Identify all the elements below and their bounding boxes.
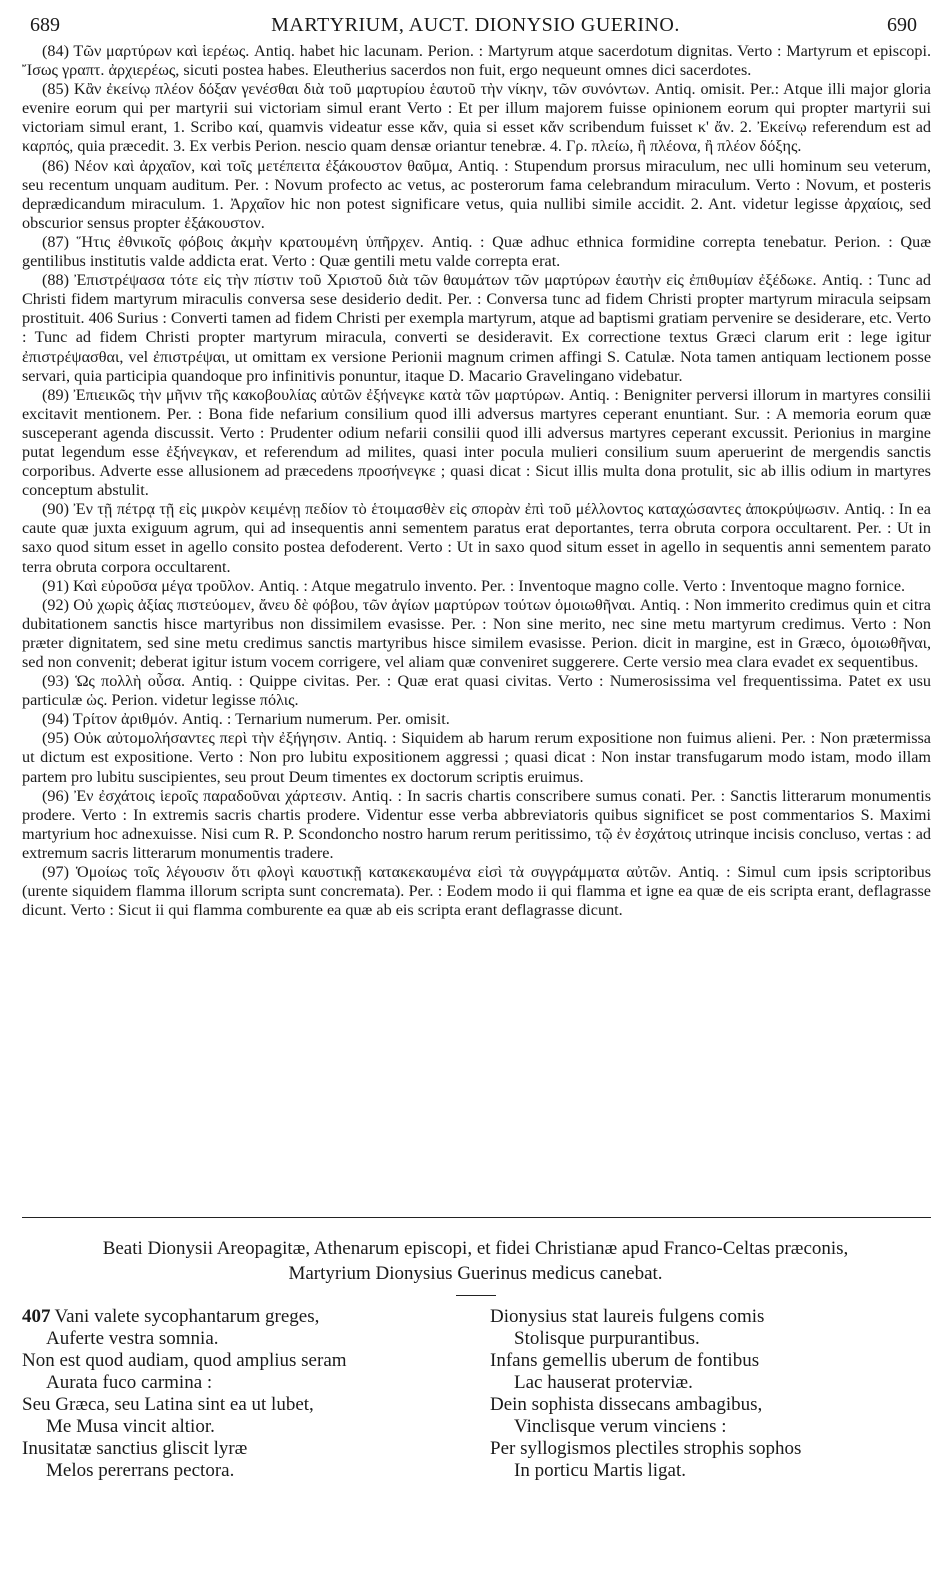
poem-line: Stolisque purpurantibus. [514,1328,700,1349]
poem-column-left [22,1306,462,1482]
poem-line: Infans gemellis uberum de fontibus [490,1350,760,1371]
note-95: (95) Οὐκ αὐτομολήσαντες περὶ τὴν ἐξήγησιν. Antiq. : Siquidem ab harum rerum expositione non fuimus alieni. Per. : Non prætermissa ut dictum est expositione. Verto : Non pro lubitu expositionem aggressi ; quasi dicat : Non instar transfugarum modo istam, modo illam partem pro lubitu suscipientes, seu prout Deum timentes ex doctorum scriptis eruimus. [22,729,931,786]
poem-line: Inusitatæ sanctius gliscit lyræ [22,1438,248,1459]
poem-line: Non est quod audiam, quod amplius seram [22,1350,347,1371]
poem-title: Beati Dionysii Areopagitæ, Athenarum episcopi, et fidei Christianæ apud Franco-Celtas præconis, Martyrium Dionysius Guerinus medicus canebat. [102,1238,849,1284]
poem-line: Melos pererrans pectora. [46,1460,235,1481]
short-rule [456,1295,496,1296]
page-number-right: 690 [887,14,917,36]
note-90: (90) Ἐν τῇ πέτρᾳ τῇ εἰς μικρὸν κειμένῃ πεδίον τὸ ἑτοιμασθὲν εἰς σπορὰν ἐπὶ τοῦ μέλλοντος καταχώσαντες ἀποκρύψωσιν. Antiq. : In ea caute quæ juxta exiguum agrum, qui ad insequentis anni sementem paratus erat deportantes, terra obruta corpora occultarent. Per. : Ut in saxo quod situm esset in agello consito postea defoderent. Verto : Ut in saxo quod situm esset in agello in sequentis anni sementem parato terra obruta corpora occultarent. [22,500,931,576]
note-93: (93) Ὡς πολλὴ οὖσα. Antiq. : Quippe civitas. Per. : Quæ erat quasi civitas. Verto : Numerosissima vel frequentissima. Patet ex usu particulæ ὡς. Perion. videtur legisse πόλις. [22,672,931,710]
page-number-left: 689 [30,14,60,36]
note-96: (96) Ἐν ἐσχάτοις ἱεροῖς παραδοῦναι χάρτεσιν. Antiq. : In sacris chartis conscribere sumus conati. Per. : Sanctis litterarum monumentis prodere. Verto : In extremis sacris chartis prodere. Videntur esse verba abbreviatoris quibus significet se post commentarios S. Maximi martyrium hoc adnexuisse. Nisi cum R. P. Scondoncho nostro harum rerum peritissimo, τῷ ἐν ἐσχάτοις utrinque incisis concluso, vertas : ad extremum sacris litterarum monumentis tradere. [22,786,931,862]
poem-line: Dionysius stat laureis fulgens comis [490,1306,765,1327]
poem-line: Me Musa vincit altior. [46,1416,215,1437]
note-87: (87) Ἥτις ἐθνικοῖς φόβοις ἀκμὴν κρατουμένη ὑπῆρχεν. Antiq. : Quæ adhuc ethnica formidine correpta tenebatur. Perion. : Quæ gentilibus institutis valde addicta erat. Verto : Quæ gentili metu valde correpta erat. [22,232,931,271]
poem-line: Vinclisque verum vinciens : [514,1416,727,1437]
poem-line: Dein sophista dissecans ambagibus, [490,1394,763,1415]
note-94: (94) Τρίτον ἀριθμόν. Antiq. : Ternarium numerum. Per. omisit. [42,710,450,729]
footnotes [22,42,931,920]
poem-line: Aurata fuco carmina : [46,1372,213,1393]
poem-line: Auferte vestra somnia. [46,1328,219,1349]
poem-line: Per syllogismos plectiles strophis sophos [490,1438,802,1459]
note-97: (97) Ὁμοίως τοῖς λέγουσιν ὅτι φλογὶ καυστικῇ κατακεκαυμένα εἰσὶ τὰ συγγράμματα αὐτῶν. Antiq. : Simul cum ipsis scriptoribus (urente siquidem flamma illorum scripta sunt concremata). Per. : Eodem modo ii qui flamma et igne ea quæ de eis scripta erant, deflagrasse dicunt. Verto : Sicut ii qui flamma comburente ea quæ ab eis scripta erant deflagrasse dicunt. [22,863,931,920]
column-marker: 407 [22,1306,51,1327]
note-91: (91) Καὶ εὑροῦσα μέγα τροῦλον. Antiq. : Atque megatrulo invento. Per. : Inventoque magno colle. Verto : Inventoque magno fornice. [42,576,906,595]
poem-line: Seu Græca, seu Latina sint ea ut lubet, [22,1394,314,1415]
poem-line: Lac hauserat proterviæ. [514,1372,693,1393]
note-86: (86) Νέον καὶ ἀρχαῖον, καὶ τοῖς μετέπειτα ἐξάκουστον θαῦμα, Antiq. : Stupendum prorsus miraculum, nec ulli hominum seu veterum, seu recentum unquam auditum. Per. : Novum profecto ac vetus, ac posterorum fama celebrandum miraculum. Verto : Novum, et posteris deprædicandum miraculum. 1. Ἀρχαῖον hic non potest significare vetus, quia nullibi simile accidit. 2. Ant. videtur legisse ἀρχαίοις, sed obscurior sensus propter ἐξάκουστον. [22,156,931,232]
note-84: (84) Τῶν μαρτύρων καὶ ἱερέως. Antiq. habet hic lacunam. Perion. : Martyrum atque sacerdotum dignitas. Verto : Martyrum et episcopi. Ἴσως γραπτ. ἀρχιερέως, sicuti postea habes. Eleutherius sacerdos non fuit, ergo nequeunt omnes dici sacerdotes. [22,42,931,80]
note-92: (92) Οὐ χωρὶς ἀξίας πιστεύομεν, ἄνευ δὲ φόβου, τῶν ἁγίων μαρτύρων τούτων ὁμοιωθῆναι. Antiq. : Non immerito credimus quin et citra dubitationem sanctis hisce martyribus non dissimilem evasisse. Per. : Non sine merito, nec sine metu martyrum credimus. Verto : Non præter dignitatem, sed sine metu credimus sanctis martyribus hisce similem evasisse. Perion. dicit in margine, est in Græco, ὁμοιωθῆναι, sed non convenit; deberat igitur istum vocem corrigere, vel aliam quæ conveniret suggerere. Certe versio mea clara evadet ex sequentibus. [22,595,931,671]
poem-line: 407 Vani valete sycophantarum greges, [22,1306,320,1327]
note-85: (85) Κἂν ἐκείνῳ πλέον δόξαν γενέσθαι διὰ τοῦ μαρτυρίου ἑαυτοῦ τὴν νίκην, τῶν συνόντων. Antiq. omisit. Per.: Atque illi major gloria evenire eorum qui per martyrii sui victoriam simul erant Verto : Et per illum majorem fuisse opinionem eorum qui propter martyrii sui victoriam simul erant, 1. Scribo καί, quamvis videatur esse κἄν, quia si esset κἄν scribendum fuisset κ' ἄν. 2. Ἐκείνῳ referendum est ad καρπός, quia præcedit. 3. Ex verbis Perion. nescio quam densæ oriantur tenebræ. 4. Γρ. πλείω, ἢ πλέονα, ἢ πλέον δόξης. [22,80,931,156]
section-divider [22,1217,931,1218]
note-88: (88) Ἐπιστρέψασα τότε εἰς τὴν πίστιν τοῦ Χριστοῦ διὰ τῶν θαυμάτων τῶν μαρτύρων ἑαυτὴν εἰς ἐπιθυμίαν ἐξέδωκε. Antiq. : Tunc ad Christi fidem martyrum miraculis conversa sese desiderio dedit. Per. : Conversa tunc ad fidem Christi propter martyrum miracula seipsam prostituit. 406 Surius : Converti tamen ad fidem Christi per exempla martyrum, atque ad baptismi gratiam pervenire se desiderare, etc. Verto : Tunc ad fidem Christi propter martyrum miracula, converti se desideravit. Ex correctione textus Græci clarum erit : lege igitur ἐπιστρέψασθαι, vel ἐπιστρέψαι, ut omittam ex versione Perionii magnum crimen affingi S. Catulæ. Nota tamen antiquam lectionem posse servari, quia participia quandoque pro infinitivis ponuntur, itaque D. Macario Gravelingano videbatur. [22,271,931,385]
running-title: MARTYRIUM, AUCT. DIONYSIO GUERINO. [271,14,680,36]
poem-column-right [490,1306,930,1482]
note-89: (89) Ἐπιεικῶς τὴν μῆνιν τῆς κακοβουλίας αὐτῶν ἐξήνεγκε κατὰ τῶν μαρτύρων. Antiq. : Benigniter perversi illorum in martyres consilii excitavit mentionem. Per. : Bona fide nefarium consilium quod illi adversus martyres ceperant enuntiant. Sur. : A memoria eorum quæ susceperant agenda discussit. Verto : Prudenter odium nefarii consilii quod illi adversus martyres ceperant excussit. Perionius in margine putat legendum esse ἐξήνεγκαν, et referendum ad milites, quasi inter pocula mulieri consilium suum aperuerint de mergendis sanctis corporibus. Adverte esse allusionem ad præcedens προσήνεγκε ; quasi dicat : Sicut illis multa dona protulit, sic ab illis odium in martyres conceptum abstulit. [22,385,931,500]
poem-line: In porticu Martis ligat. [514,1460,687,1481]
